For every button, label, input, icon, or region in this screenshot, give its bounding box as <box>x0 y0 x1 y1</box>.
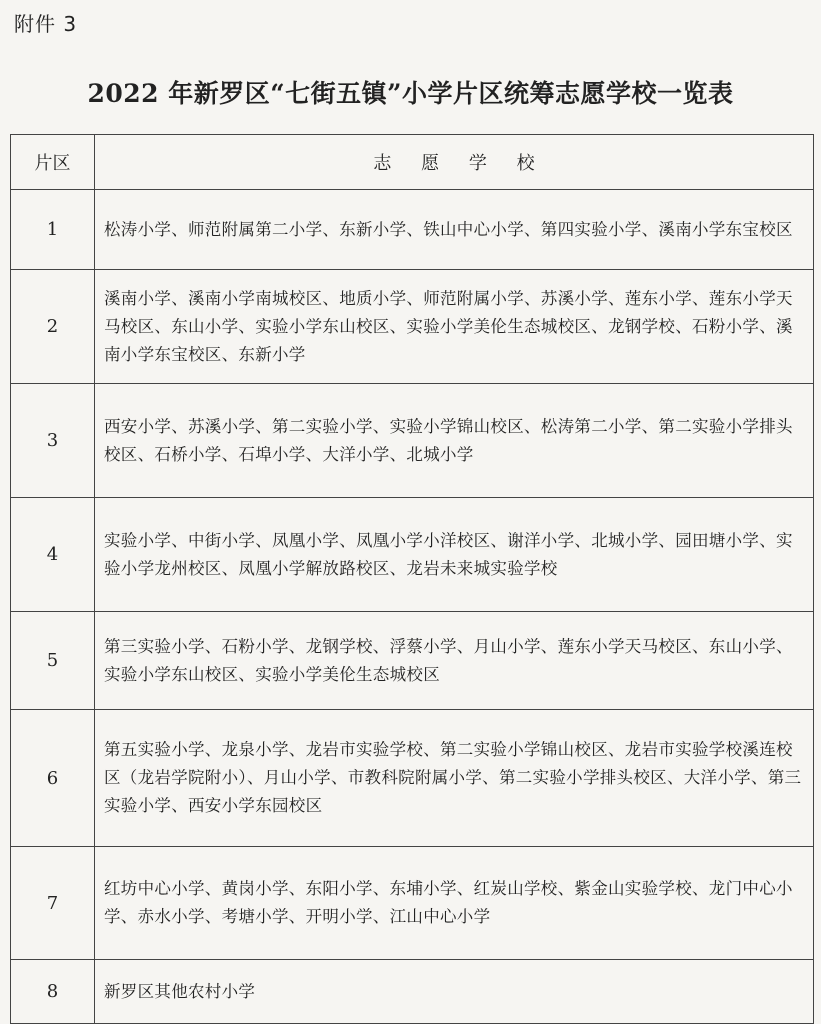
school-list: 第五实验小学、龙泉小学、龙岩市实验学校、第二实验小学锦山校区、龙岩市实验学校溪连校区（龙岩学院附小）、月山小学、市教科院附属小学、第二实验小学排头校区、大洋小学、第三实验小学、西安小学东园校区 <box>95 710 814 847</box>
header-district: 片区 <box>11 135 95 190</box>
school-district-table <box>10 134 814 1024</box>
table-row <box>11 270 814 384</box>
table-row <box>11 960 814 1024</box>
attachment-label: 附件 3 <box>14 12 78 36</box>
table-row <box>11 847 814 960</box>
school-list: 西安小学、苏溪小学、第二实验小学、实验小学锦山校区、松涛第二小学、第二实验小学排头校区、石桥小学、石埠小学、大洋小学、北城小学 <box>95 384 814 498</box>
district-number: 2 <box>11 270 95 384</box>
table-row <box>11 498 814 612</box>
district-number: 5 <box>11 612 95 710</box>
school-list: 红坊中心小学、黄岗小学、东阳小学、东埔小学、红炭山学校、紫金山实验学校、龙门中心小学、赤水小学、考塘小学、开明小学、江山中心小学 <box>95 847 814 960</box>
school-list: 第三实验小学、石粉小学、龙钢学校、浮蔡小学、月山小学、莲东小学天马校区、东山小学、实验小学东山校区、实验小学美伦生态城校区 <box>95 612 814 710</box>
school-list: 松涛小学、师范附属第二小学、东新小学、铁山中心小学、第四实验小学、溪南小学东宝校区 <box>95 190 814 270</box>
header-schools: 志 愿 学 校 <box>95 135 814 190</box>
table-header-row <box>11 135 814 190</box>
district-number: 3 <box>11 384 95 498</box>
school-list: 实验小学、中街小学、凤凰小学、凤凰小学小洋校区、谢洋小学、北城小学、园田塘小学、实验小学龙州校区、凤凰小学解放路校区、龙岩未来城实验学校 <box>95 498 814 612</box>
table-row <box>11 710 814 847</box>
district-number: 4 <box>11 498 95 612</box>
table-row <box>11 384 814 498</box>
district-number: 8 <box>11 960 95 1024</box>
district-number: 6 <box>11 710 95 847</box>
table-row <box>11 612 814 710</box>
school-list: 新罗区其他农村小学 <box>95 960 814 1024</box>
document-title: 2022 年新罗区“七街五镇”小学片区统筹志愿学校一览表 <box>87 79 734 108</box>
table-row <box>11 190 814 270</box>
district-number: 7 <box>11 847 95 960</box>
district-number: 1 <box>11 190 95 270</box>
school-list: 溪南小学、溪南小学南城校区、地质小学、师范附属小学、苏溪小学、莲东小学、莲东小学天马校区、东山小学、实验小学东山校区、实验小学美伦生态城校区、龙钢学校、石粉小学、溪南小学东宝校区、东新小学 <box>95 270 814 384</box>
